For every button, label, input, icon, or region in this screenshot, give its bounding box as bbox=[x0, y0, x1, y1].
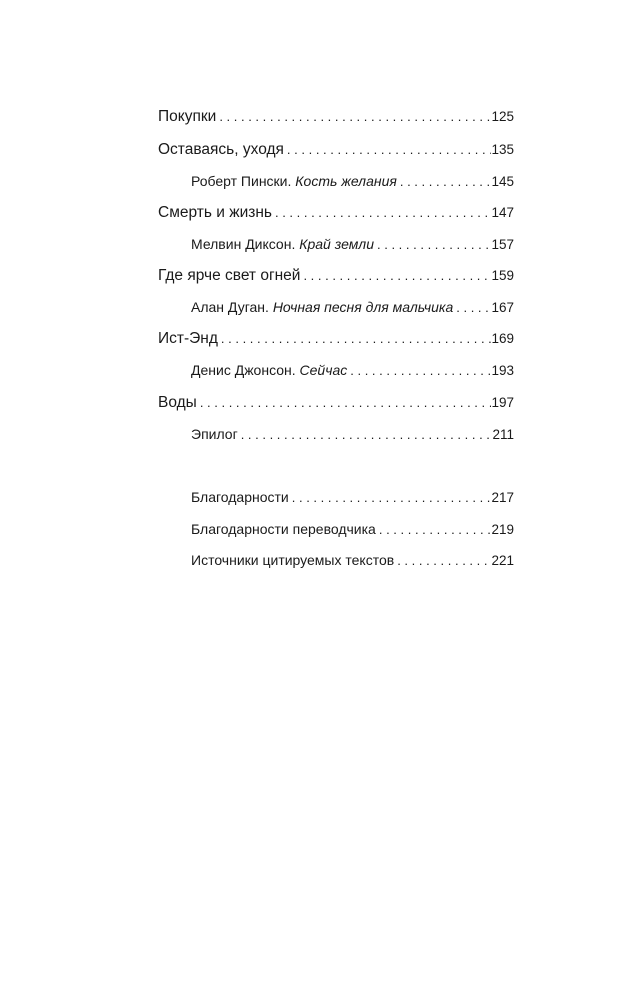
dot-leader bbox=[238, 427, 493, 442]
toc-entry-page: 167 bbox=[491, 300, 514, 315]
dot-leader bbox=[394, 553, 491, 568]
toc-subentry bbox=[191, 552, 514, 568]
toc-subentry-title bbox=[191, 299, 453, 315]
toc-entry-title: Эпилог bbox=[191, 426, 238, 442]
toc-subentry bbox=[191, 173, 514, 189]
toc-entry-title: Благодарности переводчика bbox=[191, 521, 376, 537]
toc-entry-page: 221 bbox=[491, 553, 514, 568]
toc-entry-page: 145 bbox=[491, 174, 514, 189]
toc-entry-page: 211 bbox=[492, 427, 514, 442]
toc-subentry bbox=[191, 521, 514, 537]
toc-subentry bbox=[191, 236, 514, 252]
toc-subentry bbox=[191, 426, 514, 442]
toc-entry-page: 169 bbox=[491, 331, 514, 346]
toc-entry-title: Смерть и жизнь bbox=[158, 204, 272, 221]
poem-title: Ночная песня для мальчика bbox=[272, 299, 454, 315]
dot-leader bbox=[216, 109, 491, 124]
dot-leader bbox=[272, 205, 492, 220]
toc-entry bbox=[158, 394, 514, 412]
poem-author: Денис Джонсон. bbox=[191, 362, 300, 378]
toc-entry-title: Оставаясь, уходя bbox=[158, 141, 284, 158]
toc-entry-page: 217 bbox=[491, 490, 514, 505]
dot-leader bbox=[374, 237, 491, 252]
toc-entry-title: Источники цитируемых текстов bbox=[191, 552, 395, 568]
poem-author: Мелвин Диксон. bbox=[191, 236, 300, 252]
dot-leader bbox=[300, 268, 491, 283]
toc-subentry-title bbox=[191, 362, 347, 378]
toc-subentry bbox=[191, 362, 514, 378]
dot-leader bbox=[289, 490, 492, 505]
toc-entry bbox=[158, 141, 514, 159]
dot-leader bbox=[347, 363, 491, 378]
toc-entry-title: Ист-Энд bbox=[158, 330, 218, 347]
poem-author: Роберт Пински. bbox=[191, 173, 296, 189]
poem-title: Кость желания bbox=[295, 173, 397, 189]
dot-leader bbox=[284, 142, 492, 157]
toc-subentry bbox=[191, 489, 514, 505]
toc-subentry-title bbox=[191, 236, 374, 252]
toc-entry-page: 159 bbox=[491, 268, 514, 283]
poem-title: Край земли bbox=[299, 236, 374, 252]
toc-entry bbox=[158, 108, 514, 126]
toc-entry bbox=[158, 204, 514, 222]
toc-entry bbox=[158, 330, 514, 348]
toc-entry-page: 157 bbox=[491, 237, 514, 252]
toc-subentry bbox=[191, 299, 514, 315]
toc-entry bbox=[158, 267, 514, 285]
dot-leader bbox=[376, 522, 492, 537]
toc-entry-page: 193 bbox=[491, 363, 514, 378]
toc-entry-title: Покупки bbox=[158, 108, 217, 125]
toc-entry-page: 197 bbox=[491, 395, 514, 410]
toc-subentry-title bbox=[191, 173, 397, 189]
dot-leader bbox=[397, 174, 492, 189]
toc-entry-page: 135 bbox=[491, 142, 514, 157]
toc-entry-page: 125 bbox=[491, 109, 514, 124]
toc-entry-page: 219 bbox=[491, 522, 514, 537]
poem-title: Сейчас bbox=[299, 362, 348, 378]
toc-entry-title: Где ярче свет огней bbox=[158, 267, 301, 284]
dot-leader bbox=[218, 331, 492, 346]
dot-leader bbox=[197, 395, 492, 410]
toc-entry-title: Благодарности bbox=[191, 489, 289, 505]
poem-author: Алан Дуган. bbox=[191, 299, 273, 315]
dot-leader bbox=[453, 300, 491, 315]
toc-entry-title: Воды bbox=[158, 394, 197, 411]
toc-entry-page: 147 bbox=[491, 205, 514, 220]
